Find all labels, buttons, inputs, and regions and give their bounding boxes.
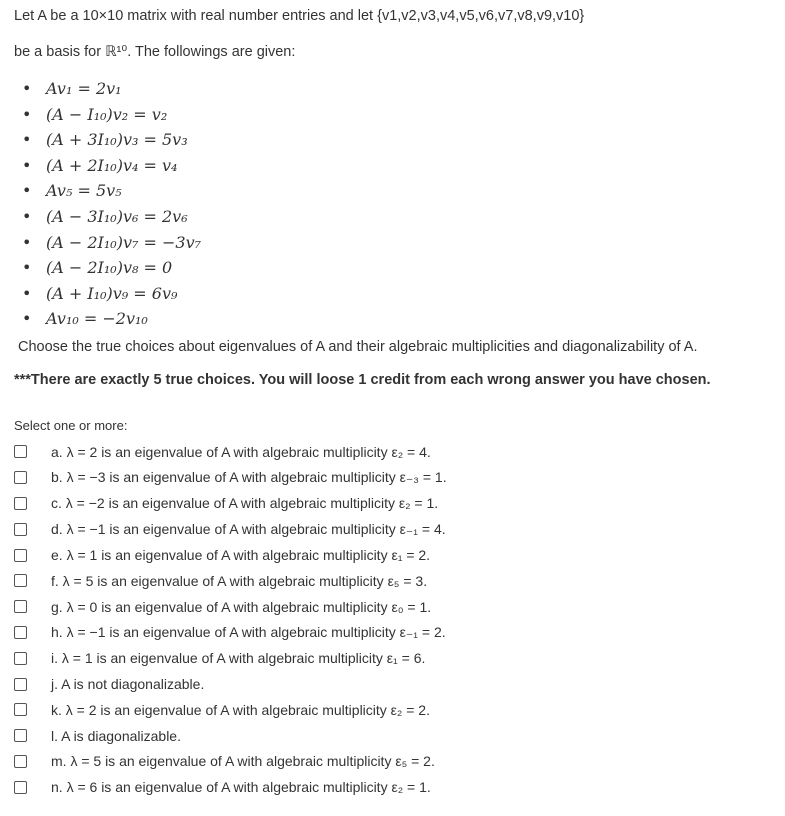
option-g[interactable] xyxy=(12,594,447,620)
checkbox[interactable] xyxy=(14,600,27,613)
given-equation: • (A − 2I₁₀)v₇ = −3v₇ xyxy=(14,230,201,256)
checkbox[interactable] xyxy=(14,497,27,510)
option-label: e. λ = 1 is an eigenvalue of A with algebraic multiplicity ε₁ = 2. xyxy=(51,547,431,564)
checkbox[interactable] xyxy=(14,574,27,587)
question-basis-line: be a basis for ℝ¹⁰. The followings are given: xyxy=(14,44,296,60)
option-label: a. λ = 2 is an eigenvalue of A with algebraic multiplicity ε₂ = 4. xyxy=(51,443,431,460)
option-label: h. λ = −1 is an eigenvalue of A with algebraic multiplicity ε₋₁ = 2. xyxy=(51,623,446,640)
given-equation: • (A − 3I₁₀)v₆ = 2v₆ xyxy=(14,204,201,230)
checkbox[interactable] xyxy=(14,652,27,665)
option-label: k. λ = 2 is an eigenvalue of A with algebraic multiplicity ε₂ = 2. xyxy=(51,701,430,718)
question-intro: Let A be a 10×10 matrix with real number entries and let {v1,v2,v3,v4,v5,v6,v7,v8,v9,v10} xyxy=(14,8,585,24)
option-label: j. A is not diagonalizable. xyxy=(51,676,205,693)
given-equation: • (A − I₁₀)v₂ = v₂ xyxy=(14,102,201,128)
option-l[interactable] xyxy=(12,723,447,749)
checkbox[interactable] xyxy=(14,678,27,691)
option-label: g. λ = 0 is an eigenvalue of A with algebraic multiplicity ε₀ = 1. xyxy=(51,598,432,615)
option-m[interactable] xyxy=(12,749,447,775)
option-f[interactable] xyxy=(12,568,447,594)
option-b[interactable] xyxy=(12,465,447,491)
warning-text: ***There are exactly 5 true choices. You will loose 1 credit from each wrong answer you have chosen. xyxy=(14,372,711,388)
option-e[interactable] xyxy=(12,542,447,568)
option-a[interactable] xyxy=(12,439,447,465)
checkbox[interactable] xyxy=(14,445,27,458)
option-label: c. λ = −2 is an eigenvalue of A with algebraic multiplicity ε₂ = 1. xyxy=(51,495,439,512)
checkbox[interactable] xyxy=(14,549,27,562)
option-label: b. λ = −3 is an eigenvalue of A with algebraic multiplicity ε₋₃ = 1. xyxy=(51,469,447,486)
checkbox[interactable] xyxy=(14,781,27,794)
option-label: m. λ = 5 is an eigenvalue of A with algebraic multiplicity ε₅ = 2. xyxy=(51,753,435,770)
option-i[interactable] xyxy=(12,645,447,671)
given-equation: • (A − 2I₁₀)v₈ = 0 xyxy=(14,255,201,281)
checkbox[interactable] xyxy=(14,626,27,639)
checkbox[interactable] xyxy=(14,523,27,536)
option-label: f. λ = 5 is an eigenvalue of A with algebraic multiplicity ε₅ = 3. xyxy=(51,572,428,589)
given-equations-list xyxy=(14,76,201,332)
option-label: i. λ = 1 is an eigenvalue of A with algebraic multiplicity ε₁ = 6. xyxy=(51,650,426,667)
option-d[interactable] xyxy=(12,516,447,542)
instruction-text: Choose the true choices about eigenvalues of A and their algebraic multiplicities and diagonalizability of A. xyxy=(18,339,698,355)
option-c[interactable] xyxy=(12,491,447,517)
given-equation: • (A + 3I₁₀)v₃ = 5v₃ xyxy=(14,127,201,153)
given-equation: • Av₁ = 2v₁ xyxy=(14,76,201,102)
select-label: Select one or more: xyxy=(14,418,128,433)
option-k[interactable] xyxy=(12,697,447,723)
options-list xyxy=(12,439,447,800)
given-equation: • Av₅ = 5v₅ xyxy=(14,178,201,204)
option-n[interactable] xyxy=(12,774,447,800)
checkbox[interactable] xyxy=(14,471,27,484)
option-label: d. λ = −1 is an eigenvalue of A with algebraic multiplicity ε₋₁ = 4. xyxy=(51,520,446,537)
checkbox[interactable] xyxy=(14,755,27,768)
option-j[interactable] xyxy=(12,671,447,697)
given-equation: • Av₁₀ = −2v₁₀ xyxy=(14,306,201,332)
checkbox[interactable] xyxy=(14,703,27,716)
checkbox[interactable] xyxy=(14,729,27,742)
option-label: l. A is diagonalizable. xyxy=(51,727,181,744)
given-equation: • (A + 2I₁₀)v₄ = v₄ xyxy=(14,153,201,179)
option-h[interactable] xyxy=(12,620,447,646)
option-label: n. λ = 6 is an eigenvalue of A with algebraic multiplicity ε₂ = 1. xyxy=(51,779,431,796)
given-equation: • (A + I₁₀)v₉ = 6v₉ xyxy=(14,281,201,307)
